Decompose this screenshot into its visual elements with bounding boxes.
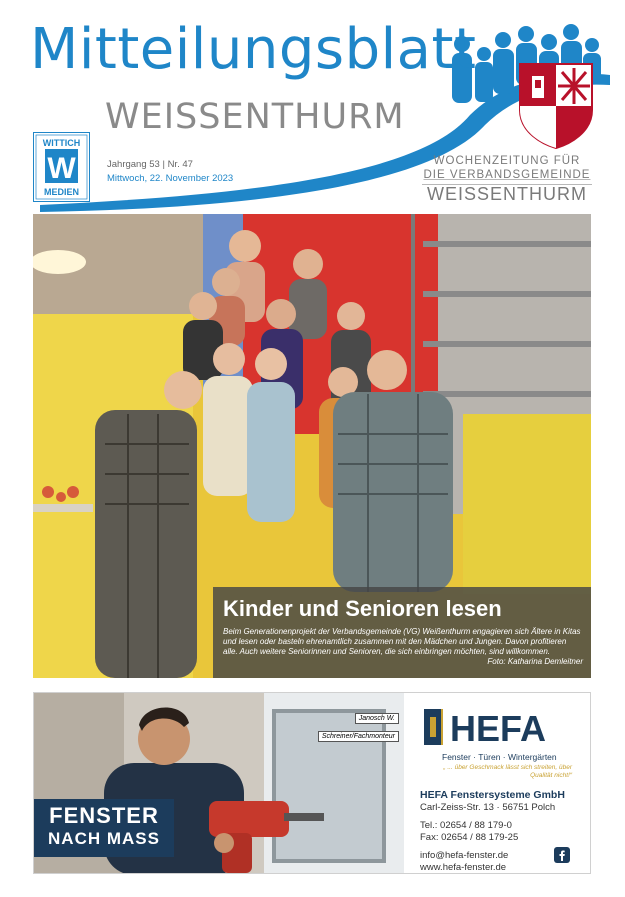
cover-photo-credit: Foto: Katharina Demleitner [487,657,583,666]
wittich-medien-logo [33,132,90,202]
hefa-brand-text: HEFA [450,708,547,749]
logo-wittich-text: WITTICH [42,138,81,148]
fenster-text: FENSTER [49,803,159,828]
hefa-company: HEFA Fenstersysteme GmbH [420,789,565,801]
installer-name: Janosch W. [355,713,399,724]
hefa-logo [422,705,582,749]
cover-headline: Kinder und Senioren lesen [223,596,502,621]
issue-info [107,158,233,186]
subtitle-line-1: WOCHENZEITUNG FÜR [433,155,581,167]
cover-caption [223,627,583,667]
logo-medien-text: MEDIEN [43,187,80,197]
hefa-web[interactable]: www.hefa-fenster.de [420,862,507,873]
installer-role: Schreiner/Fachmonteur [318,731,399,742]
hefa-fax: Fax: 02654 / 88 179-25 [420,832,519,843]
hefa-slogan: „ ... über Geschmack lässt sich streiten, über Qualität nicht!“ [443,764,572,779]
installer-tag [284,707,399,743]
hefa-info-panel [404,693,591,874]
logo-w-letter: W [47,152,76,185]
facebook-icon[interactable] [554,847,570,863]
masthead-subtitle [422,154,592,204]
fenster-nach-mass-banner [34,799,174,857]
hefa-email[interactable]: info@hefa-fenster.de [420,850,509,861]
hefa-tel: Tel.: 02654 / 88 179-0 [420,820,512,831]
masthead-title: Mitteilungsblatt [30,17,477,82]
cover-caption-text: Beim Generationenprojekt der Verbandsgemeinde (VG) Weißenthurm engagieren sich Ältere in Kitas und lesen oder basteln ehrenamtlich zusammen mit den Mädchen und Jungen. Davon profitieren alle. Auch weitere Seniorinnen und Senioren, die sich einbringen möchten, sind willkommen. [223,627,581,656]
hefa-address: Carl-Zeiss-Str. 13 · 56751 Polch [420,802,556,813]
hefa-advertisement[interactable] [33,692,591,874]
subtitle-line-3: WEISSENTHURM [422,184,592,201]
cover-caption-box [213,587,591,678]
hefa-tagline: Fenster · Türen · Wintergärten [442,752,557,762]
issue-date: Mittwoch, 22. November 2023 [107,173,234,184]
nach-mass-text: NACH MASS [48,829,160,848]
subtitle-line-2: DIE VERBANDSGEMEINDE [423,169,591,181]
coat-of-arms-icon [520,64,592,148]
masthead-town: WEISSENTHURM [105,97,405,137]
issue-number: Jahrgang 53 | Nr. 47 [107,159,193,170]
